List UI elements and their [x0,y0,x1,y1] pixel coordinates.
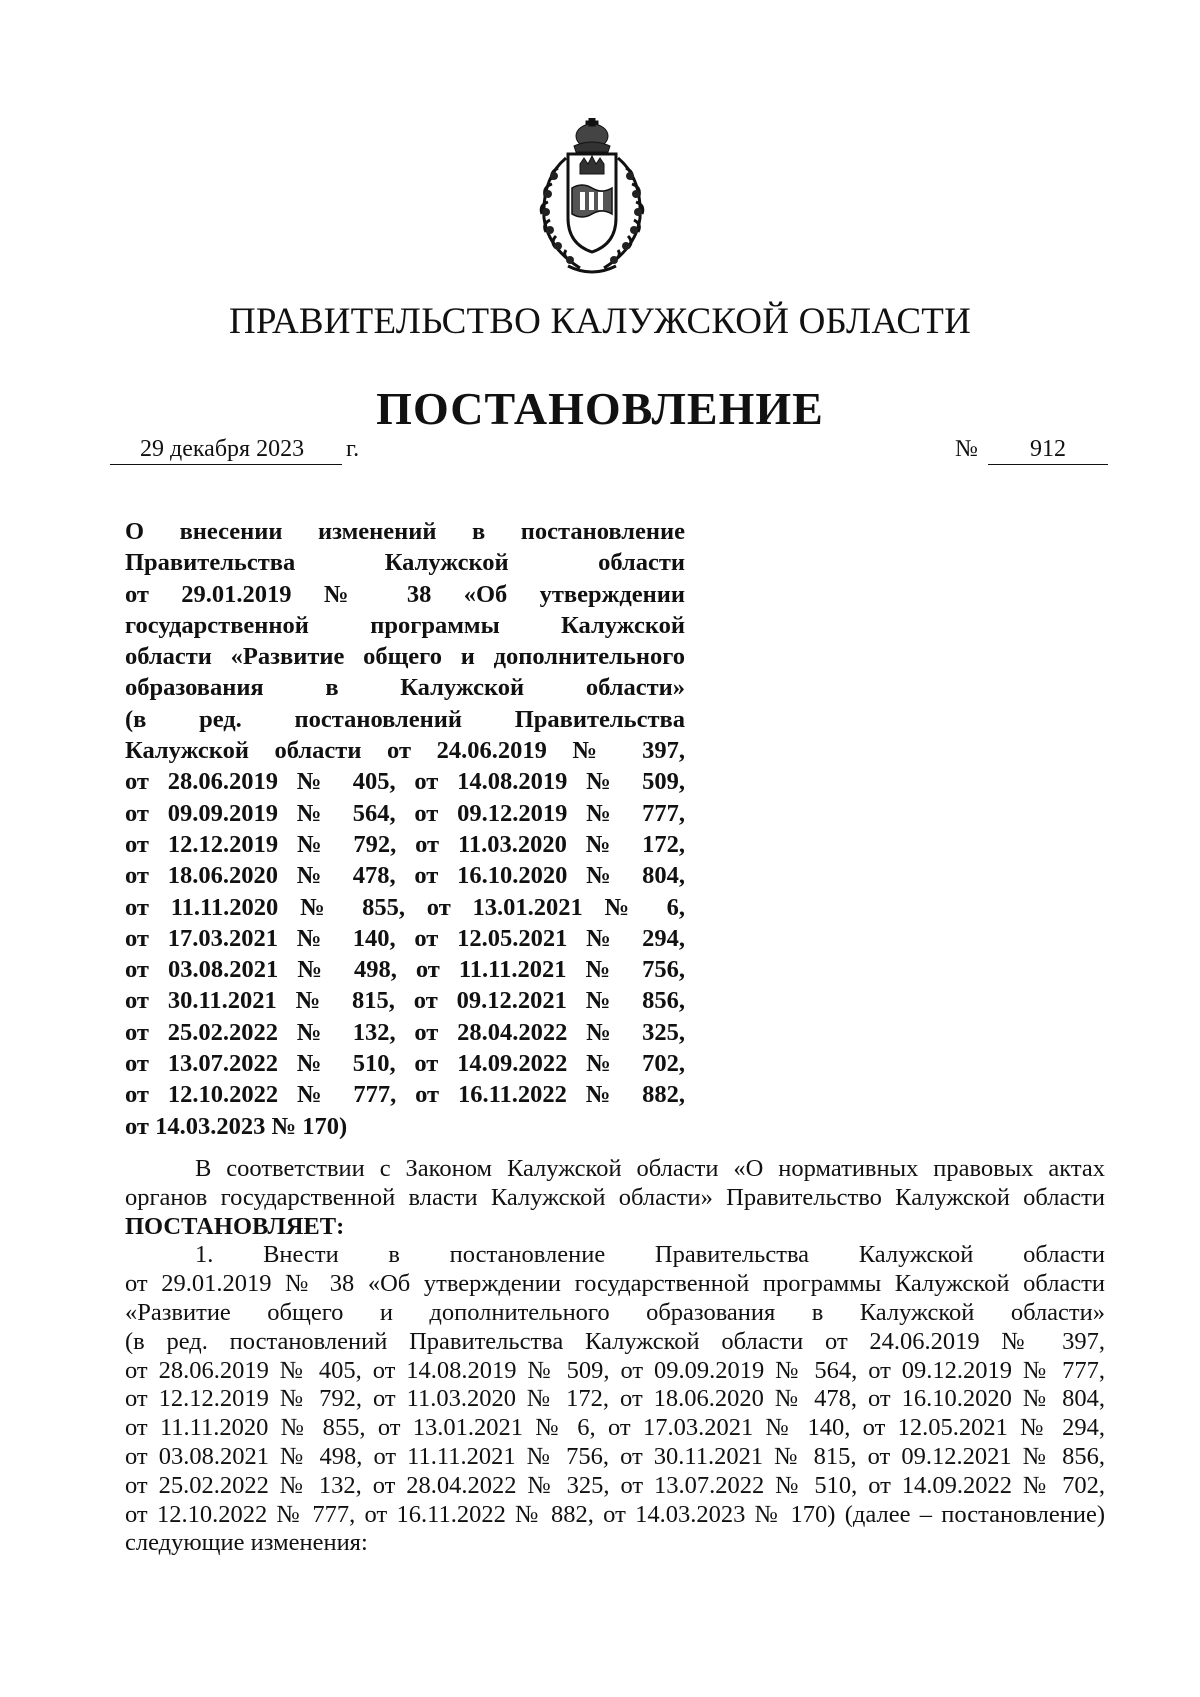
subject-line: (в ред. постановлений Правительства [125,705,685,733]
subject-line: от 12.12.2019 № 792, от 11.03.2020 № 172, [125,830,685,858]
subject-line: от 25.02.2022 № 132, от 28.04.2022 № 325, [125,1018,685,1046]
item-line: от 29.01.2019 № 38 «Об утверждении государственной программы Калужской области [125,1270,1105,1298]
document-subject [125,516,685,1142]
subject-line: от 13.07.2022 № 510, от 14.09.2022 № 702, [125,1050,685,1078]
subject-line: от 14.03.2023 № 170) [125,1112,348,1140]
item-line: от 03.08.2021 № 498, от 11.11.2021 № 756, от 30.11.2021 № 815, от 09.12.2021 № 856, [125,1442,1105,1470]
subject-line: от 18.06.2020 № 478, от 16.10.2020 № 804, [125,862,685,890]
date-value: 29 декабря 2023 [140,436,305,462]
subject-line: образования в Калужской области» [125,674,685,702]
subject-line: государственной программы Калужской [125,611,685,639]
document-body [125,1155,1105,1558]
item-line: от 11.11.2020 № 855, от 13.01.2021 № 6, от 17.03.2021 № 140, от 12.05.2021 № 294, [125,1414,1105,1442]
item-line: от 25.02.2022 № 132, от 28.04.2022 № 325, от 13.07.2022 № 510, от 14.09.2022 № 702, [125,1471,1105,1499]
item-line: следующие изменения: [125,1529,368,1557]
date-suffix: г. [346,436,360,462]
item-line: (в ред. постановлений Правительства Калужской области от 24.06.2019 № 397, [125,1327,1105,1355]
subject-line: от 03.08.2021 № 498, от 11.11.2021 № 756, [125,956,685,984]
subject-line: Правительства Калужской области [125,549,685,577]
subject-line: Калужской области от 24.06.2019 № 397, [125,737,685,765]
subject-line: от 11.11.2020 № 855, от 13.01.2021 № 6, [125,893,685,921]
item-line: 1. Внести в постановление Правительства Калужской области [195,1241,1105,1269]
subject-line: от 30.11.2021 № 815, от 09.12.2021 № 856, [125,987,685,1015]
subject-line: от 28.06.2019 № 405, от 14.08.2019 № 509, [125,768,685,796]
preamble-line: органов государственной власти Калужской области» Правительство Калужской области [125,1183,1105,1211]
item-line: «Развитие общего и дополнительного образования в Калужской области» [125,1298,1105,1326]
subject-line: области «Развитие общего и дополнительного [125,643,685,671]
subject-line: от 17.03.2021 № 140, от 12.05.2021 № 294, [125,924,685,952]
item-line: от 12.12.2019 № 792, от 11.03.2020 № 172, от 18.06.2020 № 478, от 16.10.2020 № 804, [125,1385,1105,1413]
subject-line: от 09.09.2019 № 564, от 09.12.2019 № 777, [125,799,685,827]
subject-line: от 29.01.2019 № 38 «Об утверждении [125,580,685,608]
document-number: 912 [988,434,1108,465]
document-type: ПОСТАНОВЛЕНИЕ [376,383,824,434]
organization-title: ПРАВИТЕЛЬСТВО КАЛУЖСКОЙ ОБЛАСТИ [228,301,971,342]
document-date [110,434,360,465]
preamble-line: В соответствии с Законом Калужской области «О нормативных правовых актах [195,1155,1105,1182]
number-sign: № [955,436,978,462]
subject-line: от 12.10.2022 № 777, от 16.11.2022 № 882, [125,1081,685,1109]
item-line: от 12.10.2022 № 777, от 16.11.2022 № 882, от 14.03.2023 № 170) (далее – постановление) [125,1500,1105,1528]
subject-line: О внесении изменений в постановление [125,518,685,545]
item-line: от 28.06.2019 № 405, от 14.08.2019 № 509, от 09.09.2019 № 564, от 09.12.2019 № 777, [125,1356,1105,1384]
resolves-heading: ПОСТАНОВЛЯЕТ: [125,1212,345,1240]
coat-of-arms-icon [528,118,656,278]
